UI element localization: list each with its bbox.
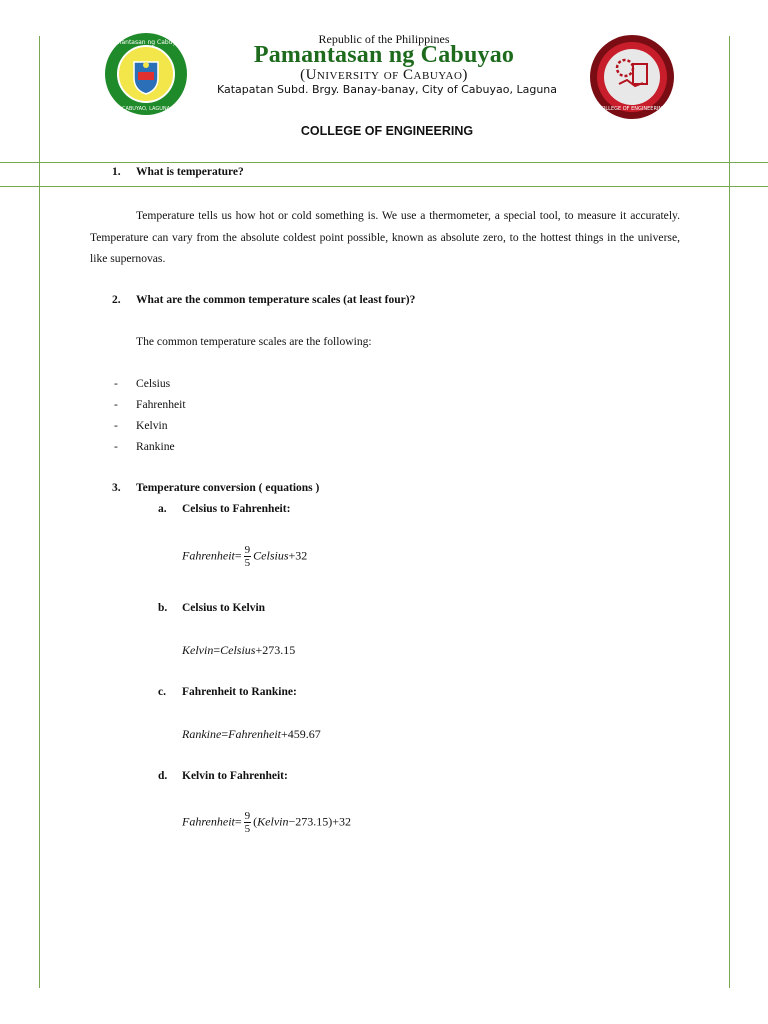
eq-minus-term: −273.15 xyxy=(288,814,329,829)
eq-lhs: Rankine xyxy=(182,727,222,741)
list-item: Celsius xyxy=(136,377,171,390)
list-dash: - xyxy=(114,440,118,453)
fraction-denominator: 5 xyxy=(244,557,251,569)
list-item: Kelvin xyxy=(136,419,168,432)
question-1-title: What is temperature? xyxy=(136,166,244,178)
eq-variable: Kelvin xyxy=(257,814,289,829)
eq-constant: +32 xyxy=(332,814,352,829)
question-1-answer: Temperature tells us how hot or cold something is. We use a thermometer, a special tool, to measure it accurately. Temperature can vary from the absolute coldest point possible, known as absolute zero, to the hottest things in the universe, like supernovas. xyxy=(90,209,680,265)
fraction-numerator: 9 xyxy=(244,810,251,822)
equation-celsius-to-fahrenheit xyxy=(182,544,307,569)
college-title: COLLEGE OF ENGINEERING xyxy=(300,124,474,138)
header-divider-bottom xyxy=(0,186,768,187)
eq-variable: Fahrenheit xyxy=(228,727,281,741)
eq-lhs: Kelvin xyxy=(182,643,214,657)
eq-equals: = xyxy=(221,727,229,741)
left-margin-line xyxy=(39,36,40,988)
eq-variable: Celsius xyxy=(253,548,289,563)
list-dash: - xyxy=(114,398,118,411)
sub-item-title: Fahrenheit to Rankine: xyxy=(182,686,297,698)
sub-item-title: Kelvin to Fahrenheit: xyxy=(182,770,288,782)
eq-equals: = xyxy=(234,814,242,829)
right-logo-text: COLLEGE OF ENGINEERING xyxy=(597,106,667,112)
question-number: 1. xyxy=(112,166,121,178)
list-dash: - xyxy=(114,419,118,432)
eq-constant: +273.15 xyxy=(255,643,296,657)
sub-item-letter: a. xyxy=(158,503,167,515)
fraction xyxy=(244,544,252,569)
equation-kelvin-to-fahrenheit xyxy=(182,810,351,835)
eq-lhs: Fahrenheit xyxy=(182,548,235,563)
eq-constant: +459.67 xyxy=(280,727,321,741)
fraction xyxy=(244,810,252,835)
sub-item-title: Celsius to Fahrenheit: xyxy=(182,503,291,515)
left-logo-bottom-text: CABUYAO, LAGUNA xyxy=(121,106,171,112)
sub-item-letter: b. xyxy=(158,602,168,614)
fraction-numerator: 9 xyxy=(244,544,251,556)
sub-item-letter: d. xyxy=(158,770,168,782)
eq-open-paren: ( xyxy=(253,814,258,829)
eq-equals: = xyxy=(234,548,242,563)
equation-celsius-to-kelvin xyxy=(182,643,295,658)
list-dash: - xyxy=(114,377,118,390)
university-english-name: (University of Cabuyao) xyxy=(300,67,468,83)
right-margin-line xyxy=(729,36,730,988)
question-2-title: What are the common temperature scales (at least four)? xyxy=(136,294,416,306)
university-name: Pamantasan ng Cabuyao xyxy=(253,42,515,68)
sub-item-letter: c. xyxy=(158,686,166,698)
fraction-denominator: 5 xyxy=(244,823,251,835)
sub-item-title: Celsius to Kelvin xyxy=(182,602,266,614)
university-address: Katapatan Subd. Brgy. Banay-banay, City of Cabuyao, Laguna xyxy=(216,83,558,96)
republic-line: Republic of the Philippines xyxy=(318,32,450,46)
eq-lhs: Fahrenheit xyxy=(182,814,235,829)
eq-variable: Celsius xyxy=(220,643,256,657)
equation-fahrenheit-to-rankine xyxy=(182,727,321,742)
question-3-title: Temperature conversion ( equations ) xyxy=(136,482,320,494)
left-logo-text: Pamantasan ng Cabuyao xyxy=(108,39,184,46)
eq-constant: +32 xyxy=(288,548,308,563)
question-number: 2. xyxy=(112,294,121,306)
question-2-intro: The common temperature scales are the following: xyxy=(136,335,372,348)
list-item: Fahrenheit xyxy=(136,398,186,411)
question-number: 3. xyxy=(112,482,121,494)
list-item: Rankine xyxy=(136,440,175,453)
header-divider-top xyxy=(0,162,768,163)
eq-close-paren: ) xyxy=(328,814,333,829)
eq-equals: = xyxy=(213,643,221,657)
